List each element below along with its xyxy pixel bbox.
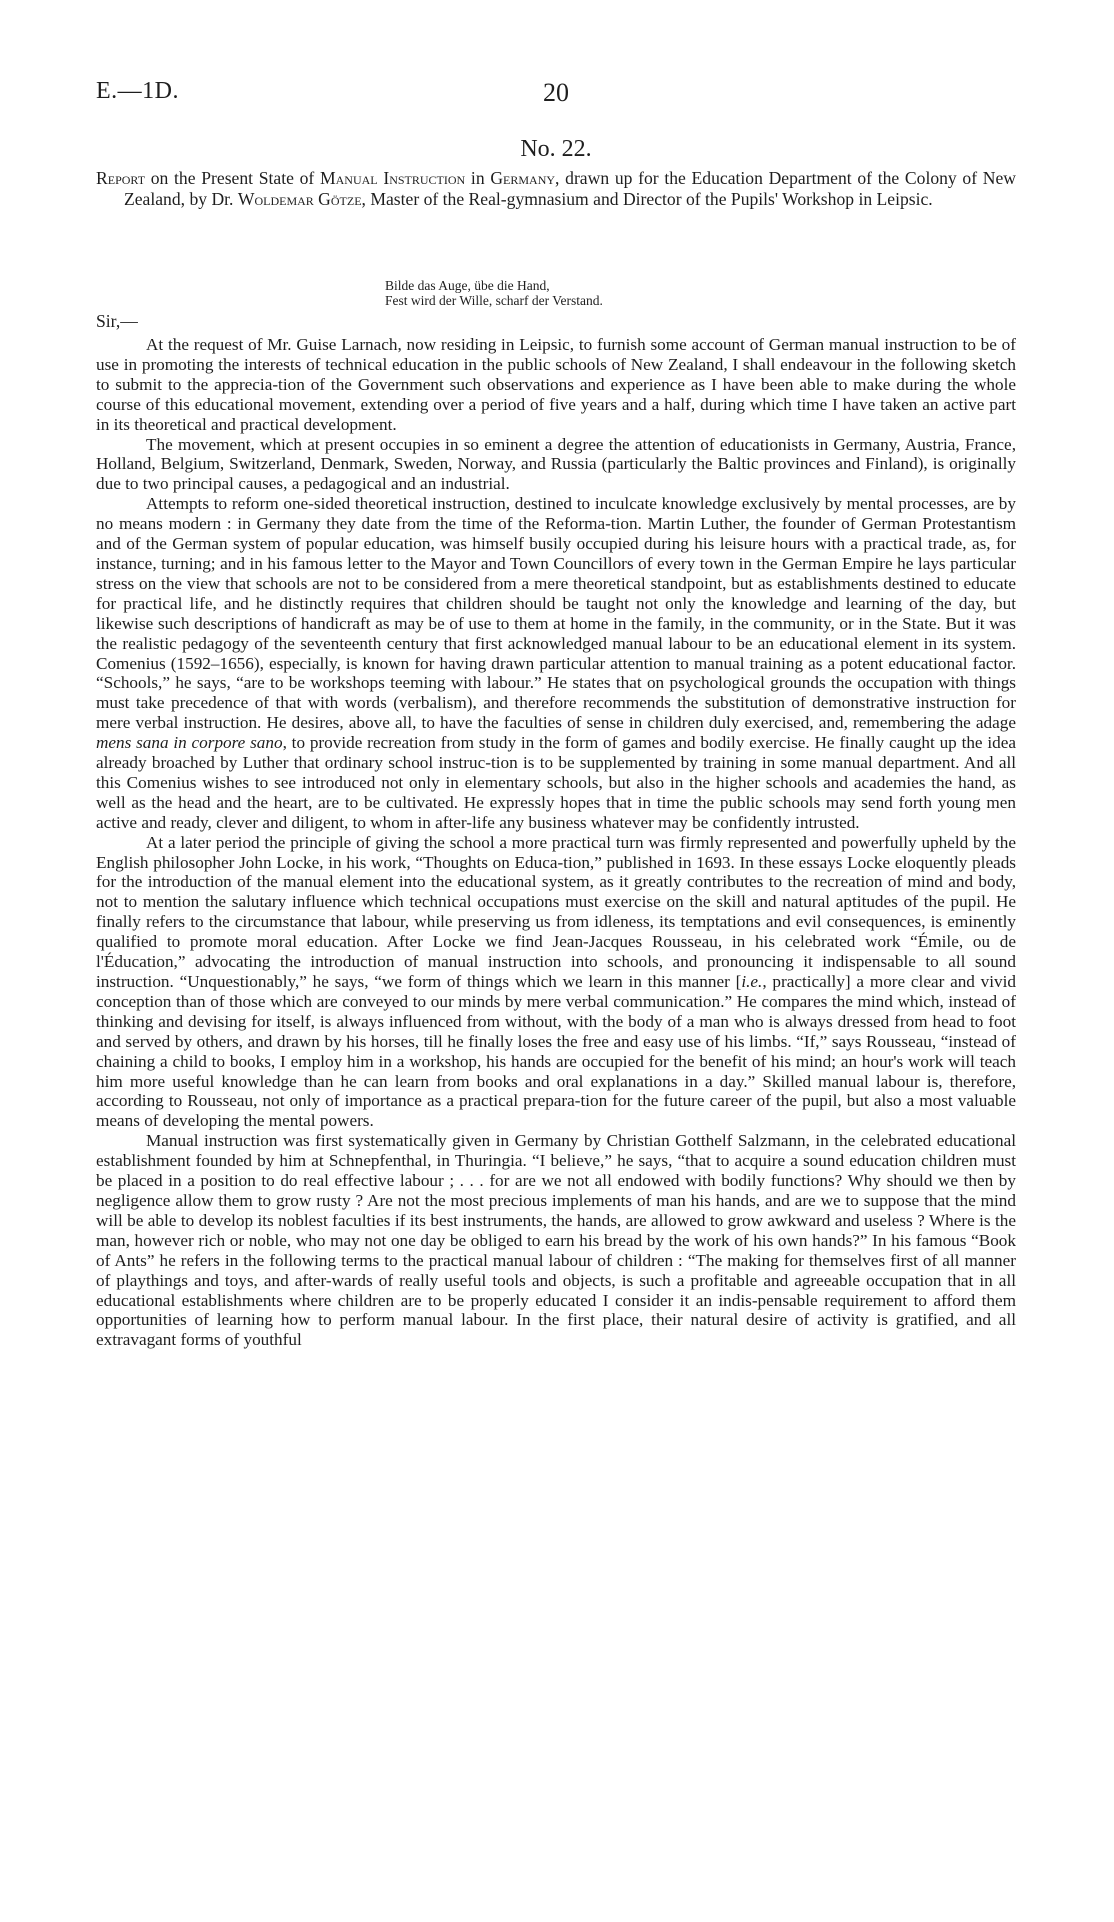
paragraph: The movement, which at present occupies in so eminent a degree the attention of educationists in Germany, Austria, France, Holland, Belgium, Switzerland, Denmark, Sweden, Norway, and Russia (particularly the Baltic provinces and Finland), is originally due to two principal causes, a pedagogical and an industrial. <box>96 434 1016 494</box>
title-text: on the Present State of <box>145 168 320 188</box>
title-text: , Master of the Real-gymnasium and Director of the Pupils' Workshop in Leipsic. <box>361 189 933 209</box>
report-body <box>96 335 1016 1895</box>
paragraph-text: , to provide recreation from study in the form of games and bodily exercise. He finally caught up the idea already broached by Luther that ordinary school instruc-tion is to be supplemented by training in some manual department. And all this Comenius wishes to see introduced not only in elementary schools, but also in the higher schools and academies the hand, as well as the head and the heart, are to be cultivated. He expressly hopes that in time the public schools may send forth young men active and ready, clever and diligent, to whom in after-life any business whatever may be confidently intrusted. <box>96 733 1016 832</box>
report-number: No. 22. <box>520 136 592 162</box>
paragraph <box>96 833 1016 1132</box>
motto-line: Fest wird der Wille, scharf der Verstand. <box>385 293 603 308</box>
title-manual-instruction: Manual Instruction <box>320 168 466 188</box>
motto-line: Bilde das Auge, übe die Hand, <box>385 278 550 293</box>
latin-abbreviation: i.e. <box>741 972 763 991</box>
epigraph-motto <box>385 278 603 308</box>
title-word-report: Report <box>96 168 146 188</box>
paragraph: At the request of Mr. Guise Larnach, now residing in Leipsic, to furnish some account of German manual instruction to be of use in promoting the interests of technical education in the public schools of New Zealand, I shall endeavour in the following sketch to submit to the apprecia-tion of the Government such observations and experience as I have been able to make during the whole course of this educational movement, extending over a period of five years and a half, during which time I have taken an active part in its theoretical and practical development. <box>96 335 1016 434</box>
page-header <box>96 78 1016 114</box>
paragraph-text: At a later period the principle of giving the school a more practical turn was firmly represented and powerfully upheld by the English philosopher John Locke, in his work, “Thoughts on Educa-tion,” published in 1693. In these essays Locke eloquently pleads for the introduction of the manual element into the educational system, as it greatly contributes to the recreation of mind and body, not to mention the salutary influence which technical occupations must exercise on the skill and natural aptitudes of the pupil. He finally refers to the circumstance that labour, while preserving us from idleness, its temptations and evil consequences, is eminently qualified to promote moral education. After Locke we find Jean-Jacques Rousseau, in his celebrated work “Émile, ou de l'Éducation,” advocating the introduction of manual instruction into schools, and pronouncing it indispensable to all sound instruction. “Unquestionably,” he says, “we form of things which we learn in this manner [ <box>96 832 1016 991</box>
paragraph-text: Attempts to reform one-sided theoretical instruction, destined to inculcate knowledge exclusively by mental processes, are by no means modern : in Germany they date from the time of the Reforma-tion. Martin Luther, the founder of German Protestantism and of the German system of popular education, was himself busily occupied during his leisure hours with a practical trade, as, for instance, turning; and in his famous letter to the Mayor and Town Councillors of every town in the German Empire he lays particular stress on the view that schools are not to be considered from a mere theoretical standpoint, but as establishments destined to educate for practical life, and he distinctly requires that children should be taught not only the knowledge and learning of the day, but likewise such descriptions of handicraft as may be of use to them at home in the family, in the community, or in the State. But it was the realistic pedagogy of the seventeenth century that first acknowledged manual labour to be an educational element in its system. Comenius (1592–1656), especially, is known for having drawn particular attention to manual training as a potent educational factor. “Schools,” he says, “are to be workshops teeming with labour.” He states that on psychological grounds the occupation with things must take precedence of that with words (verbalism), and therefore recommends the substitution of demonstrative instruction for mere verbal instruction. He desires, above all, to have the faculties of sense in children duly exercised, and, remembering the adage <box>96 494 1016 733</box>
report-title <box>96 168 1016 210</box>
title-text: in <box>465 168 491 188</box>
paragraph-text: , practically] a more clear and vivid conception than of those which are conveyed to our minds by mere verbal communication.” He compares the mind which, instead of thinking and devising for itself, is always influenced from without, with the body of a man who is always dressed from head to foot and served by others, and drawn by his horses, till he finally loses the free and easy use of his limbs. “If,” says Rousseau, “instead of chaining a child to books, I employ him in a workshop, his hands are occupied for the benefit of his mind; an hour's work will teach him more useful knowledge than he can learn from books and oral explanations in a day.” Skilled manual labour is, therefore, according to Rousseau, not only of importance as a practical prepara-tion for the future career of the pupil, but also a most valuable means of developing the mental powers. <box>96 972 1016 1131</box>
title-author-name: Woldemar Götze <box>237 189 362 209</box>
latin-phrase: mens sana in corpore sano <box>96 733 283 753</box>
paragraph: Manual instruction was first systematically given in Germany by Christian Gotthelf Salzmann, in the celebrated educational establishment founded by him at Schnepfenthal, in Thuringia. “I believe,” he says, “that to acquire a sound education children must be placed in a position to do real effective labour ; . . . for are we not all endowed with bodily functions? Why should we then by negligence allow them to grow rusty ? Are not the most precious implements of man his hands, and are we to suppose that the mind will be able to develop its noblest faculties if its best instruments, the hands, are allowed to grow awkward and useless ? Where is the man, however rich or noble, who may not one day be obliged to earn his bread by the work of his own hands?” In his famous “Book of Ants” he refers in the following terms to the practical manual labour of children : “The making for themselves first of all manner of playthings and toys, and after-wards of really useful tools and objects, is such a profitable and agreeable occupation that in all educational establishments where children are to be properly educated I consider it an indis-pensable requirement to afford them opportunities of learning how to perform manual labour. In the first place, their natural desire of activity is gratified, and all extravagant forms of youthful <box>96 1131 1016 1350</box>
title-text: , drawn up for the Education Department of the Colony of New Zealand, by Dr. <box>124 168 1017 209</box>
parliamentary-paper-reference: E.—1D. <box>96 78 179 104</box>
paragraph <box>96 494 1016 832</box>
salutation: Sir,— <box>96 311 138 331</box>
page-number: 20 <box>543 78 569 107</box>
title-germany: Germany <box>490 168 556 188</box>
